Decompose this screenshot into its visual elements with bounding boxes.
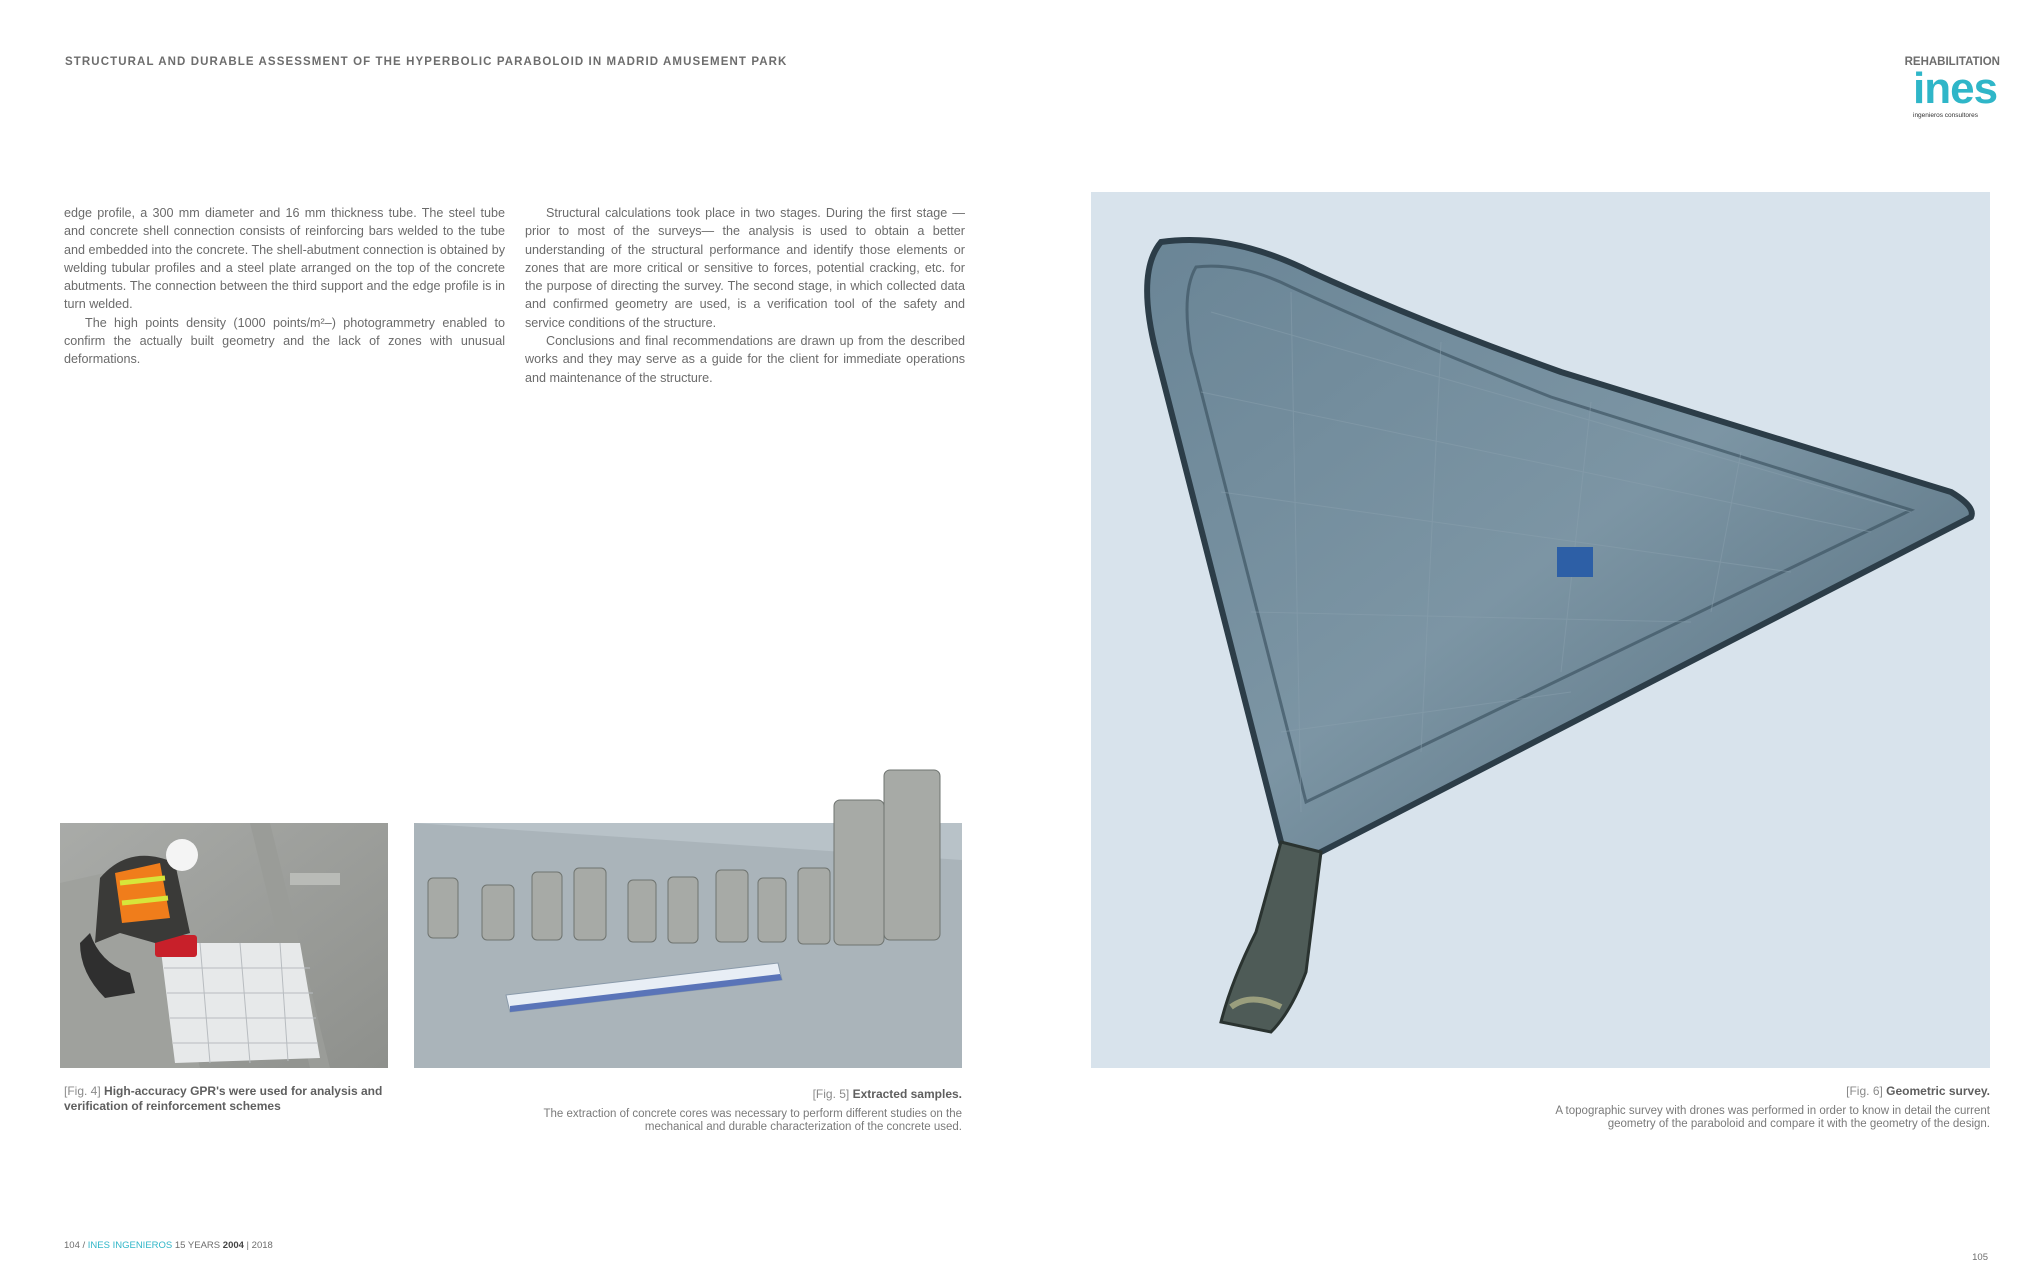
left-text-column bbox=[64, 204, 505, 369]
footer-brand: INES INGENIEROS bbox=[87, 1240, 173, 1251]
running-header: STRUCTURAL AND DURABLE ASSESSMENT OF THE HYPERBOLIC PARABOLOID IN MADRID AMUSEMENT PARK bbox=[65, 56, 788, 68]
footer-year-separator: | bbox=[243, 1240, 252, 1251]
footer-separator: / bbox=[79, 1240, 88, 1251]
fig5-photo bbox=[414, 760, 962, 1068]
fig5-caption bbox=[522, 1087, 962, 1135]
fig4-photo bbox=[60, 823, 388, 1068]
fig5-number: [Fig. 5] bbox=[812, 1087, 850, 1101]
left-paragraph-2: The high points density (1000 points/m²–) photogrammetry enabled to confirm the actually built geometry and the lack of zones with unusual deformations. bbox=[64, 315, 505, 367]
fig6-number: [Fig. 6] bbox=[1846, 1084, 1883, 1098]
logo-wordmark: ines bbox=[1913, 64, 1998, 113]
fig6-title: Geometric survey. bbox=[1886, 1084, 1990, 1098]
page-number-right: 105 bbox=[1972, 1252, 1988, 1263]
fig5-description: The extraction of concrete cores was necessary to perform different studies on the mechanical and durable characterization of the concrete used. bbox=[543, 1107, 962, 1133]
fig6-caption bbox=[1510, 1084, 1990, 1132]
fig6-photo bbox=[1091, 192, 1990, 1068]
right-paragraph-1: Structural calculations took place in two stages. During the first stage —prior to most of the surveys— the analysis is used to obtain a better understanding of the structural performance and identify those elements or zones that are more critical or sensitive to forces, potential cracking, etc. for the purpose of directing the survey. The second stage, in which collected data and confirmed geometry are used, is a verification tool of the safety and service conditions of the structure. bbox=[525, 206, 965, 330]
fig4-caption bbox=[64, 1084, 394, 1113]
footer-years-label: 15 YEARS bbox=[172, 1240, 223, 1251]
section-label: REHABILITATION bbox=[1904, 56, 2000, 68]
fig4-number: [Fig. 4] bbox=[64, 1084, 101, 1098]
right-paragraph-2: Conclusions and final recommendations are drawn up from the described works and they may serve as a guide for the client for immediate operations and maintenance of the structure. bbox=[525, 334, 965, 385]
footer-year-end: 2018 bbox=[251, 1240, 273, 1251]
page-number-left: 104 bbox=[64, 1240, 80, 1251]
right-text-column bbox=[525, 204, 965, 387]
fig4-title: High-accuracy GPR's were used for analysis and verification of reinforcement schemes bbox=[64, 1084, 383, 1113]
ines-logo bbox=[1905, 64, 1998, 122]
fig5-title: Extracted samples. bbox=[852, 1087, 962, 1101]
logo-tagline: ingenieros consultores bbox=[1913, 112, 1979, 119]
footer-left bbox=[64, 1240, 273, 1251]
footer-year-start: 2004 bbox=[222, 1240, 244, 1251]
fig6-description: A topographic survey with drones was performed in order to know in detail the current geometry of the paraboloid and compare it with the geometry of the design. bbox=[1555, 1104, 1990, 1130]
left-paragraph-1: edge profile, a 300 mm diameter and 16 mm thickness tube. The steel tube and concrete shell connection consists of reinforcing bars welded to the tube and embedded into the concrete. The shell-abutment connection is obtained by welding tubular profiles and a steel plate arranged on the top of the concrete abutments. The connection between the third support and the edge profile is in turn welded. bbox=[64, 206, 505, 312]
